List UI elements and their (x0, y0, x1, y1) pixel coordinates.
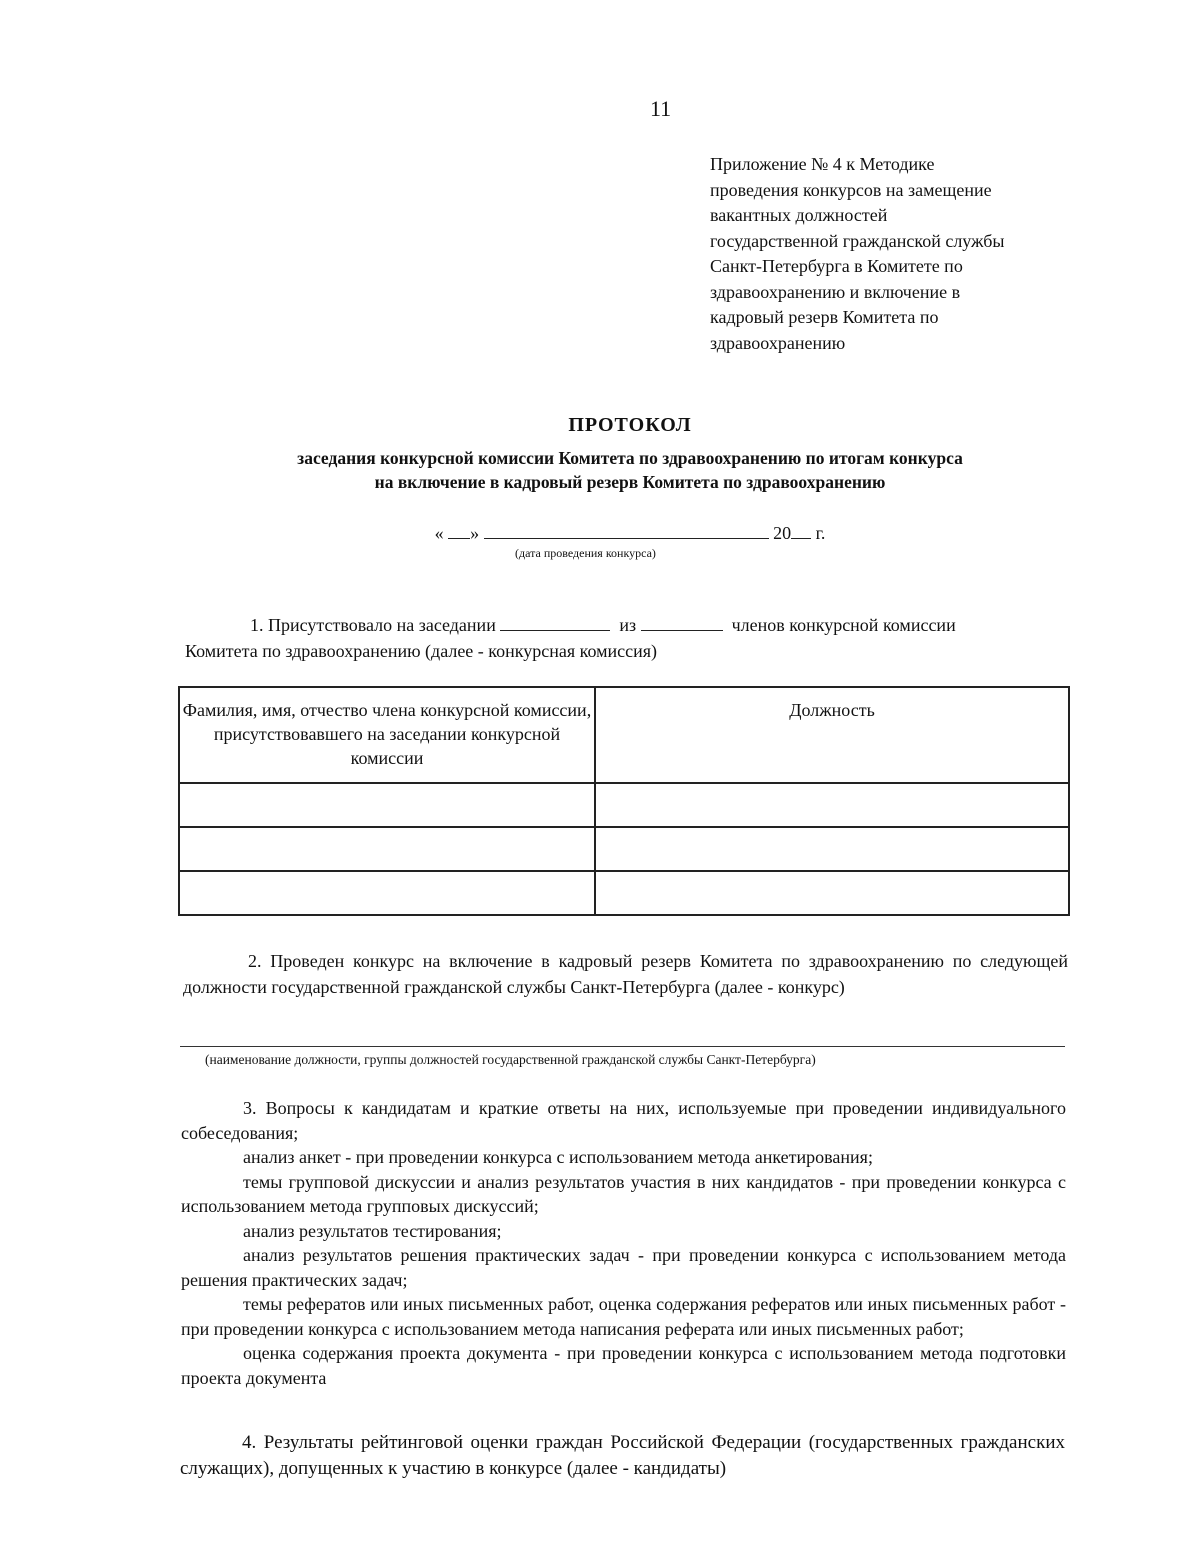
section-2 (183, 948, 1068, 1000)
table-cell (595, 871, 1069, 915)
table-cell (179, 871, 595, 915)
date-row (0, 522, 1200, 544)
table-row (179, 827, 1069, 871)
section-4 (180, 1430, 1065, 1482)
table-cell (179, 783, 595, 827)
column-header-fullname: Фамилия, имя, отчество члена конкурсной комиссии, присутствовавшего на заседании конкурсной комиссии (179, 687, 595, 783)
members-table (178, 686, 1070, 916)
table-row (179, 871, 1069, 915)
section-4-text: 4. Результаты рейтинговой оценки граждан Российской Федерации (государственных гражданских служащих), допущенных к участию в конкурсе (далее - кандидаты) (180, 1432, 1065, 1479)
section-1-part-3: членов конкурсной комиссии (731, 615, 956, 635)
close-quote: » (470, 523, 480, 543)
table-cell (595, 827, 1069, 871)
section-1 (185, 612, 1075, 664)
appendix-line: здравоохранению (710, 332, 846, 353)
present-count-blank (500, 614, 610, 631)
subtitle-line-1: заседания конкурсной комиссии Комитета по здравоохранению по итогам конкурса (297, 448, 963, 468)
document-subtitle (0, 446, 1200, 494)
section-2-text: 2. Проведен конкурс на включение в кадровый резерв Комитета по здравоохранению по следующей должности государственной гражданской службы Санкт-Петербурга (далее - конкурс) (183, 951, 1068, 997)
column-header-position: Должность (595, 687, 1069, 783)
section-1-part-1: 1. Присутствовало на заседании (250, 615, 496, 635)
appendix-reference (710, 152, 1100, 356)
appendix-line: кадровый резерв Комитета по (710, 307, 939, 327)
position-name-line (180, 1046, 1065, 1047)
table-cell (595, 783, 1069, 827)
table-header-row (179, 687, 1069, 783)
position-name-caption: (наименование должности, группы должностей государственной гражданской службы Санкт-Петербурга) (205, 1052, 816, 1067)
section-3-item: анализ результатов тестирования; (243, 1220, 502, 1241)
month-blank (484, 522, 769, 539)
appendix-line: Санкт-Петербурга в Комитете по (710, 256, 963, 276)
total-count-blank (641, 614, 723, 631)
section-3-item: оценка содержания проекта документа - при проведении конкурса с использованием метода подготовки проекта документа (181, 1343, 1066, 1388)
open-quote: « (434, 523, 444, 543)
table-cell (179, 827, 595, 871)
document-title: ПРОТОКОЛ (568, 414, 692, 436)
section-3 (181, 1096, 1066, 1390)
year-prefix: 20 (773, 523, 792, 543)
section-3-item: темы рефератов или иных письменных работ, оценка содержания рефератов или иных письменных работ - при проведении конкурса с использованием метода написания реферата или иных письменных работ; (181, 1294, 1066, 1339)
section-1-line-2: Комитета по здравоохранению (далее - конкурсная комиссия) (185, 641, 658, 661)
year-blank (791, 522, 811, 539)
appendix-line: государственной гражданской службы (710, 230, 1005, 251)
appendix-line: проведения конкурсов на замещение (710, 179, 992, 200)
appendix-line: здравоохранению и включение в (710, 281, 961, 302)
date-caption: (дата проведения конкурса) (515, 546, 656, 560)
table-row (179, 783, 1069, 827)
appendix-line: вакантных должностей (710, 205, 888, 225)
page-number: 11 (650, 96, 672, 121)
section-1-part-2: из (619, 615, 637, 635)
appendix-line: Приложение № 4 к Методике (710, 154, 935, 174)
day-blank (448, 522, 470, 539)
section-3-item: анализ результатов решения практических задач - при проведении конкурса с использованием метода решения практических задач; (181, 1245, 1066, 1290)
subtitle-line-2: на включение в кадровый резерв Комитета по здравоохранению (374, 472, 886, 492)
section-3-item: анализ анкет - при проведении конкурса с использованием метода анкетирования; (243, 1147, 873, 1167)
section-3-item: темы групповой дискуссии и анализ результатов участия в них кандидатов - при проведении конкурса с использованием метода групповых дискуссий; (181, 1171, 1066, 1216)
section-3-item: 3. Вопросы к кандидатам и краткие ответы на них, используемые при проведении индивидуального собеседования; (181, 1098, 1066, 1143)
year-suffix: г. (815, 523, 826, 543)
